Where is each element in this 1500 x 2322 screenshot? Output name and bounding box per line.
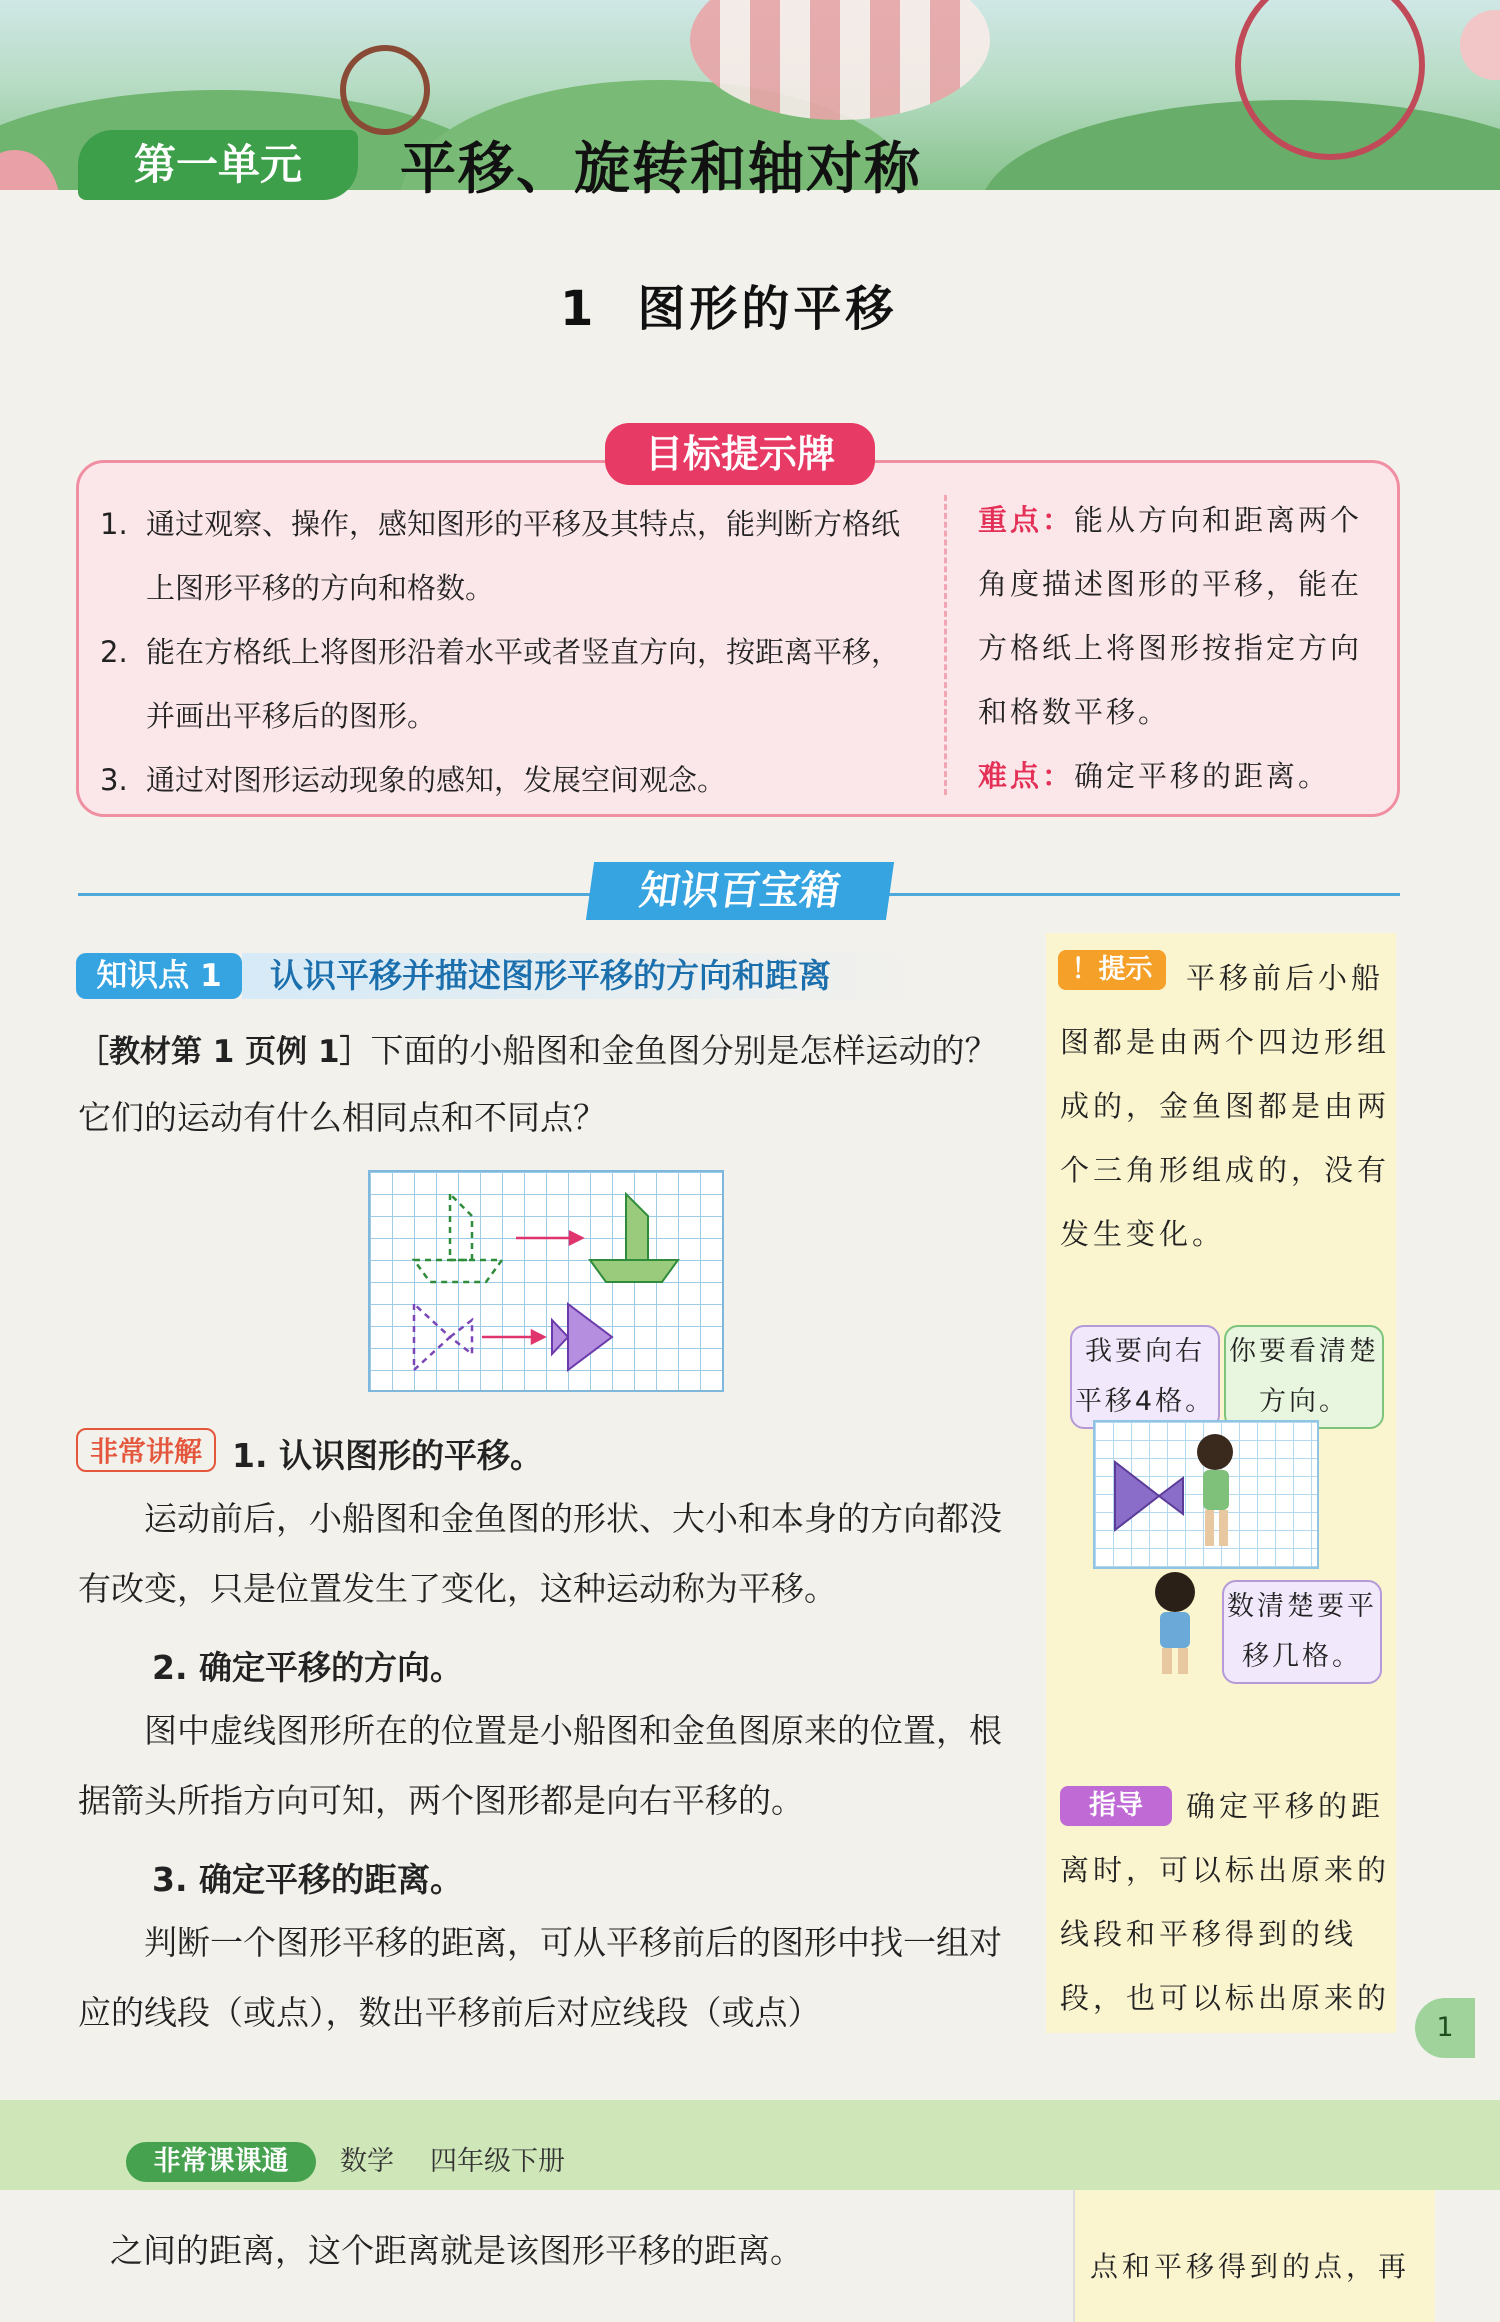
goal-item	[100, 620, 920, 748]
goal-number: 1.	[100, 507, 128, 541]
next-page-text: 之间的距离，这个距离就是该图形平移的距离。	[110, 2231, 803, 2270]
knowledge-point-tag: 知识点 1	[76, 953, 242, 999]
paragraph-3: 判断一个图形平移的距离，可从平移前后的图形中找一组对应的线段（或点），数出平移前后对应线段（或点）	[78, 1923, 1002, 2032]
section-name: 图形的平移	[637, 281, 898, 337]
knowledge-point-title: 认识平移并描述图形平移的方向和距离	[270, 956, 831, 995]
right-arrow-icon	[516, 1232, 582, 1244]
translated-boat-icon	[590, 1194, 678, 1282]
difficulty-point	[978, 744, 1388, 808]
boat-fish-diagram	[370, 1172, 722, 1390]
speech-bubble: 你要看清楚方向。	[1224, 1325, 1384, 1429]
example-text: 下面的小船图和金鱼图分别是怎样运动的？它们的运动有什么相同点和不同点？	[78, 1031, 998, 1137]
goals-divider	[944, 495, 947, 795]
goal-number: 2.	[100, 635, 128, 669]
section-number: 1	[560, 281, 598, 337]
example-question	[78, 1018, 1018, 1151]
right-arrow-icon	[482, 1331, 544, 1343]
original-fish-icon	[414, 1304, 472, 1370]
balloon-icon	[1460, 10, 1500, 80]
guide-tag: 指导	[1060, 1786, 1172, 1826]
goal-text: 通过对图形运动现象的感知，发展空间观念。	[146, 763, 727, 797]
knowledge-banner: 知识百宝箱	[586, 862, 894, 920]
tip-tag: ！提示	[1058, 950, 1166, 990]
original-boat-icon	[414, 1194, 502, 1282]
subject-label: 数学	[340, 2146, 394, 2177]
fish-and-kids-illustration	[1095, 1422, 1317, 1567]
speech-bubble: 我要向右平移4格。	[1070, 1325, 1220, 1429]
goal-number: 3.	[100, 763, 128, 797]
key-point	[978, 488, 1388, 744]
page-number: 1	[1415, 1998, 1475, 2058]
speech-bubble: 数清楚要平移几格。	[1222, 1580, 1382, 1684]
difficulty-text: 确定平移的距离。	[1074, 759, 1331, 793]
key-point-label: 重点：	[978, 503, 1075, 537]
step-2-heading: 2. 确定平移的方向。	[152, 1648, 463, 1687]
goals-list	[100, 492, 920, 812]
boy-avatar	[1197, 1434, 1233, 1470]
key-point-text: 能从方向和距离两个角度描述图形的平移，能在方格纸上将图形按指定方向和格数平移。	[978, 503, 1363, 729]
goal-item	[100, 748, 920, 812]
next-page-side-text: 点和平移得到的点，再	[1090, 2250, 1411, 2283]
unit-title: 平移、旋转和轴对称	[400, 137, 922, 202]
goals-banner: 目标提示牌	[605, 423, 875, 485]
translated-fish-icon	[552, 1304, 612, 1370]
textbook-reference: ［教材第 1 页例 1］	[78, 1034, 371, 1070]
explanation-tag: 非常讲解	[76, 1428, 216, 1472]
series-label: 非常课课通	[126, 2142, 316, 2182]
step-1-heading: 1. 认识图形的平移。	[232, 1436, 543, 1475]
step-3-heading: 3. 确定平移的距离。	[152, 1860, 463, 1899]
fish-icon	[1115, 1462, 1159, 1530]
guide-text: 确定平移的距离时，可以标出原来的线段和平移得到的线段，也可以标出原来的	[1060, 1789, 1391, 2015]
paragraph-1: 运动前后，小船图和金鱼图的形状、大小和本身的方向都没有改变，只是位置发生了变化，这种运动称为平移。	[78, 1499, 1002, 1608]
section-title	[560, 270, 937, 339]
difficulty-label: 难点：	[978, 759, 1075, 793]
key-points	[978, 488, 1388, 808]
goal-text: 通过观察、操作，感知图形的平移及其特点，能判断方格纸上图形平移的方向和格数。	[146, 507, 901, 605]
goal-item	[100, 492, 920, 620]
girl-avatar	[1140, 1570, 1210, 1680]
mini-grid-illustration	[1093, 1420, 1319, 1569]
tip-text: 平移前后小船图都是由两个四边形组成的，金鱼图都是由两个三角形组成的，没有发生变化。	[1060, 961, 1391, 1251]
translation-grid-figure	[368, 1170, 724, 1392]
paragraph-2: 图中虚线图形所在的位置是小船图和金鱼图原来的位置，根据箭头所指方向可知，两个图形都是向右平移的。	[78, 1711, 1002, 1820]
goal-text: 能在方格纸上将图形沿着水平或者竖直方向，按距离平移，并画出平移后的图形。	[146, 635, 901, 733]
bicycle-icon	[340, 45, 430, 135]
grade-label: 四年级下册	[430, 2146, 565, 2177]
unit-label: 第一单元	[78, 130, 358, 200]
